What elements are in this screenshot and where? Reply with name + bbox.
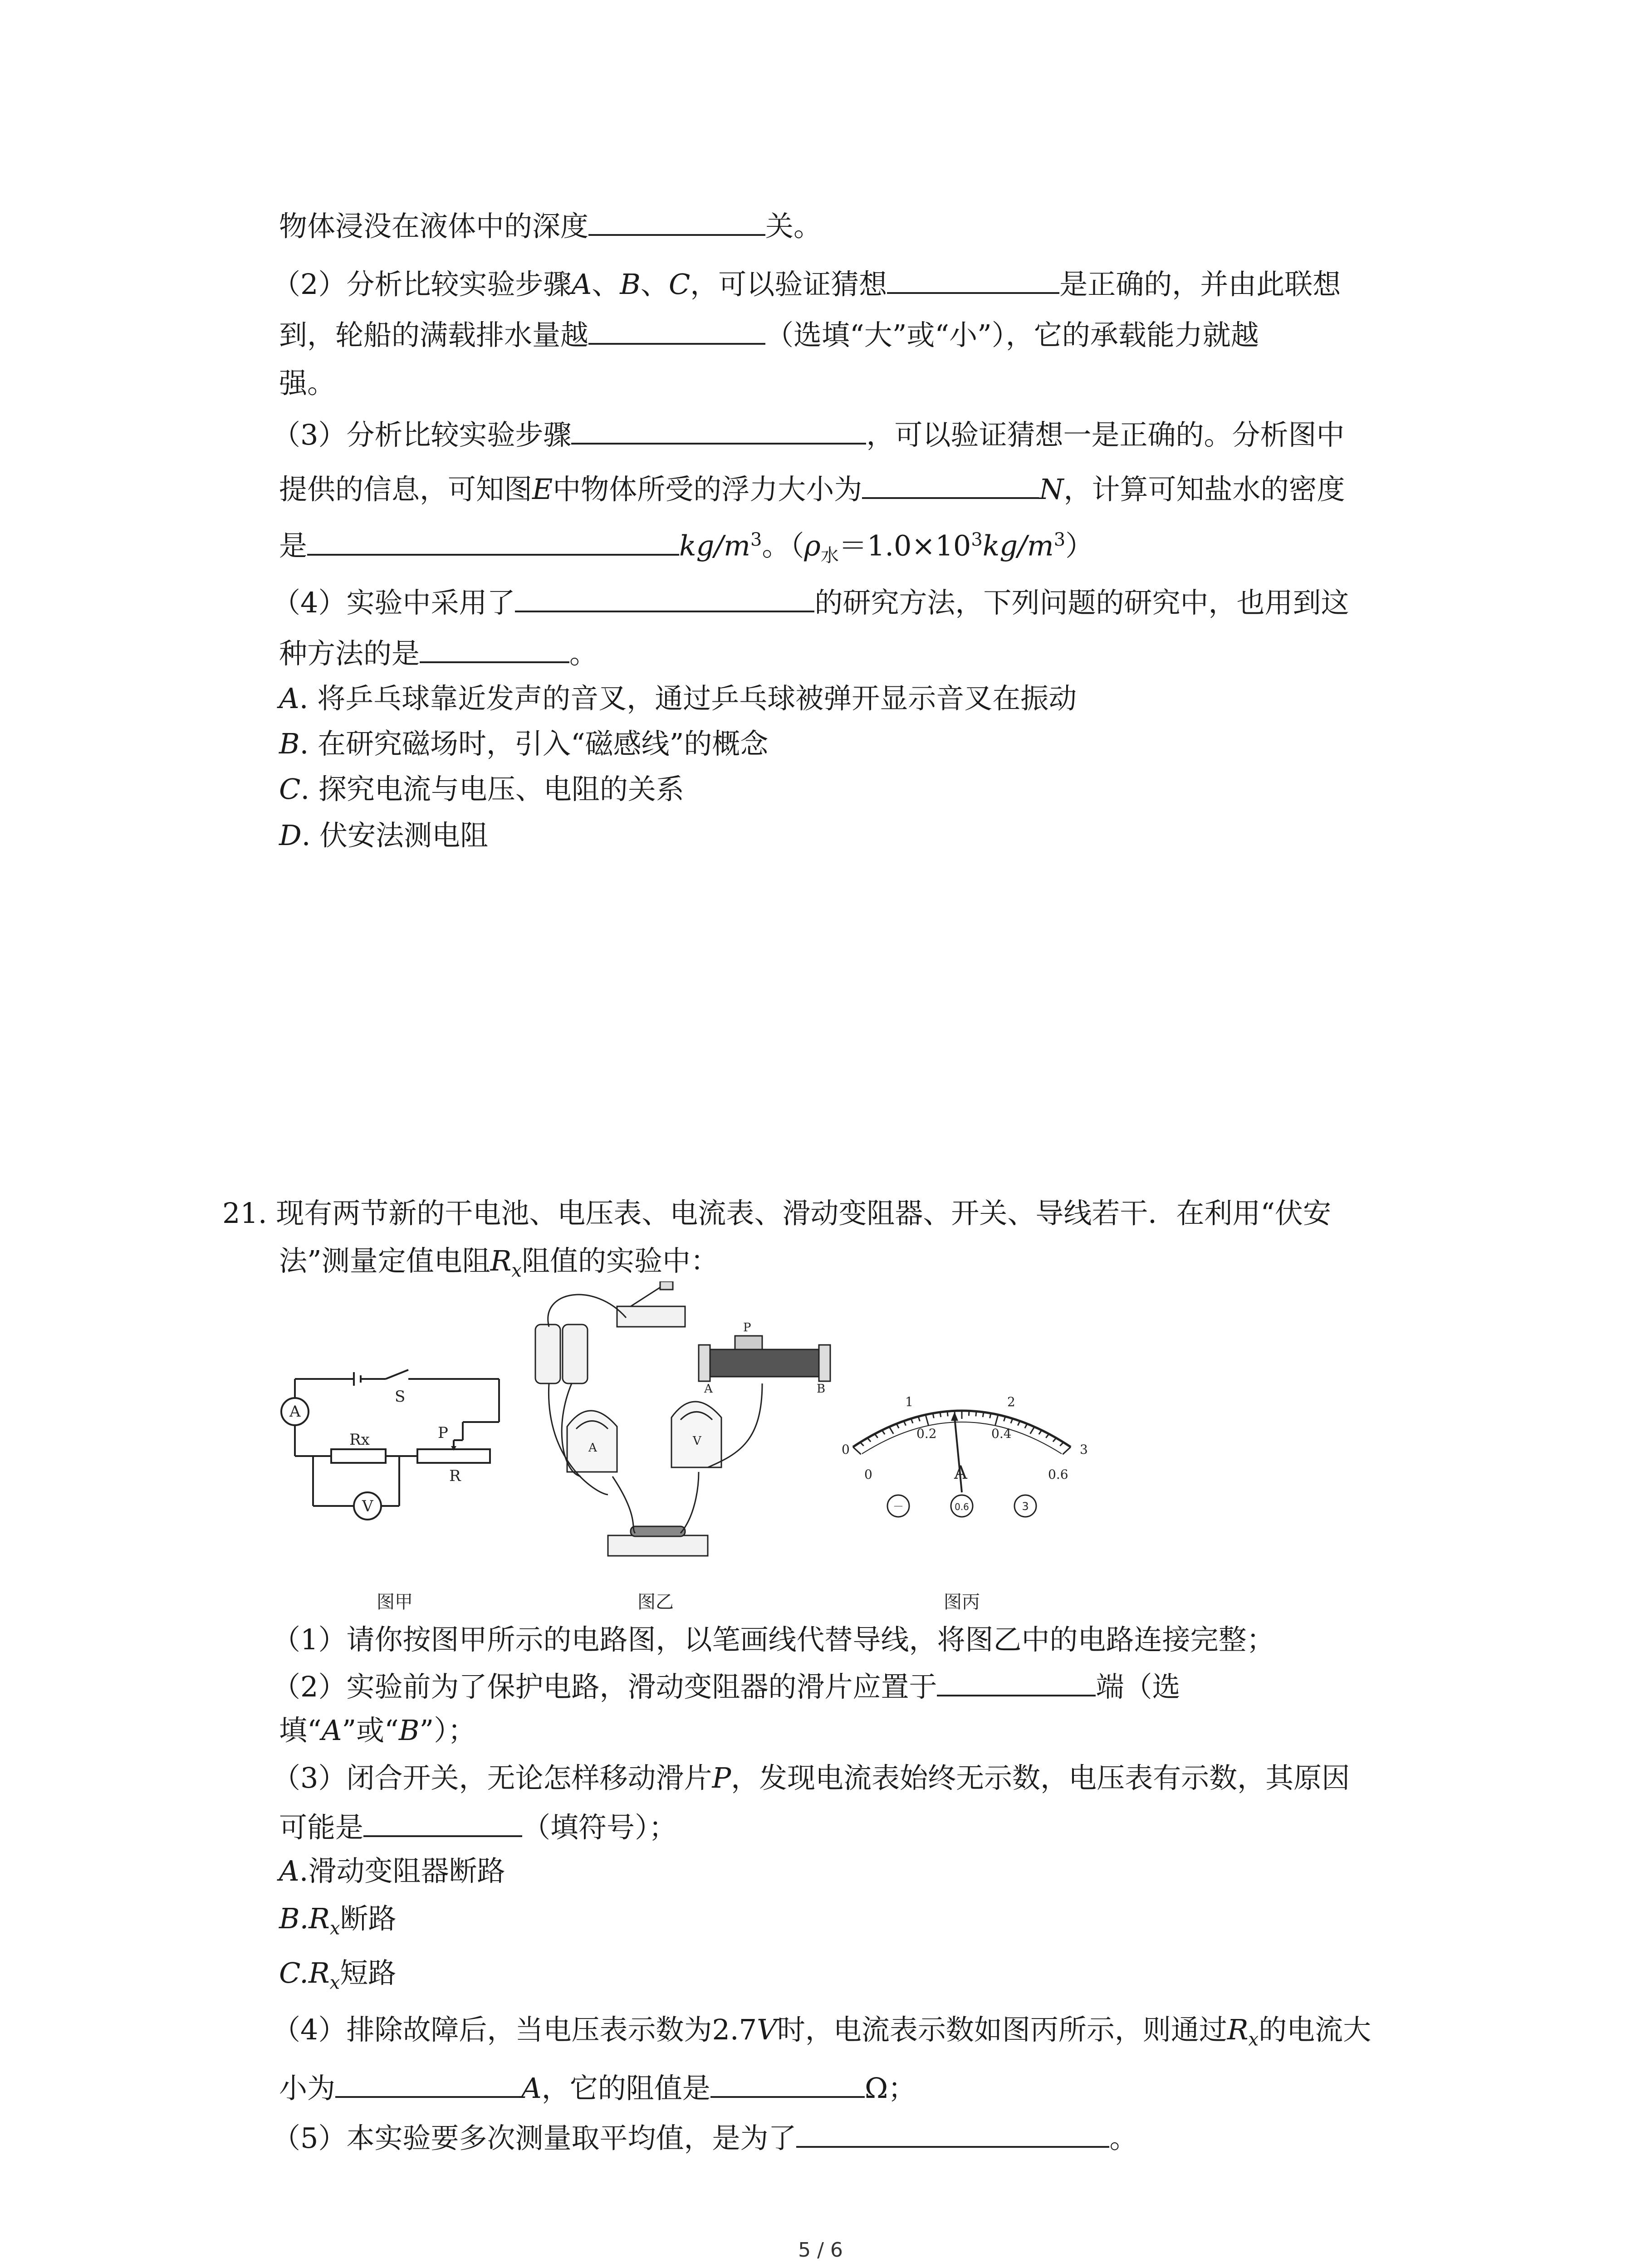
caption-yi: 图乙 [637, 1592, 674, 1613]
scale-tick [995, 1415, 998, 1425]
answer-blank[interactable] [887, 262, 1059, 294]
resistor-board [608, 1535, 708, 1556]
terminal-3-label: 3 [1022, 1500, 1029, 1513]
resistor-rx-symbol [331, 1449, 386, 1463]
slider-letter: P [438, 1424, 448, 1442]
q20-part2-line2: 到，轮船的满载排水量越 （选填“大”或“小”），它的承载能力就越 [279, 313, 1259, 356]
answer-blank[interactable] [420, 631, 569, 663]
q21-part2-line2: 填“A”或“B”）； [279, 1714, 476, 1747]
scale-tick [853, 1447, 861, 1454]
scale-tick [983, 1412, 984, 1417]
scale-tick [1039, 1430, 1042, 1434]
answer-blank[interactable] [937, 1665, 1096, 1696]
q20-option-d: D. 伏安法测电阻 [279, 819, 489, 852]
end-a-letter: A [704, 1382, 713, 1396]
q21-option-a: A.滑动变阻器断路 [279, 1854, 505, 1887]
scale-tick [1063, 1447, 1071, 1454]
scale-tick [1053, 1438, 1056, 1442]
rheostat-letter: R [449, 1467, 461, 1485]
unit-letter: A [954, 1462, 967, 1483]
q21-option-c: $C.R_x$短路 [279, 1956, 397, 1994]
q20-option-a: A. 将乒乓球靠近发声的音叉，通过乒乓球被弹开显示音叉在振动 [279, 682, 1077, 715]
q21-part4-line1: （4）排除故障后，当电压表示数为2.7V时，电流表示数如图丙所示，则通过$R_x$的电流大 [272, 2013, 1372, 2050]
outer-tick-0: 0 [842, 1442, 850, 1457]
q20-option-c: C. 探究电流与电压、电阻的关系 [279, 772, 684, 806]
caption-jia: 图甲 [377, 1592, 413, 1613]
rheostat-slider [735, 1336, 762, 1349]
q20-part2-line3: 强。 [279, 367, 336, 400]
inner-tick-2: 0.4 [991, 1426, 1012, 1441]
q20-part4-line2: 种方法的是 。 [279, 631, 598, 674]
q20-option-b: B. 在研究磁场时，引入“磁感线”的概念 [279, 727, 769, 760]
q21-part5: （5）本实验要多次测量取平均值，是为了 。 [272, 2116, 1137, 2159]
voltmeter-device-letter: V [693, 1434, 701, 1448]
q21-part1: （1）请你按图甲所示的电路图，以笔画线代替导线，将图乙中的电路连接完整； [272, 1623, 1275, 1656]
outer-tick-1: 1 [905, 1394, 913, 1409]
answer-blank[interactable] [862, 467, 1039, 499]
knife-switch [617, 1306, 685, 1327]
answer-blank[interactable] [588, 204, 765, 236]
answer-blank[interactable] [710, 2066, 865, 2098]
answer-blank[interactable] [515, 581, 814, 612]
scale-tick [904, 1421, 906, 1426]
terminal-0-6-label: 0.6 [955, 1501, 969, 1512]
q21-option-b: $B.R_x$断路 [279, 1902, 397, 1939]
circuit-diagram-jia [272, 1356, 526, 1533]
q20-part2-line1: （2）分析比较实验步骤A、B、C，可以验证猜想 是正确的，并由此联想 [272, 262, 1341, 305]
q20-part3-line2: 提供的信息，可知图E中物体所受的浮力大小为 N，计算可知盐水的密度 [279, 467, 1345, 510]
scale-tick [867, 1438, 871, 1442]
rheostat-symbol [417, 1449, 490, 1463]
scale-tick [940, 1412, 941, 1417]
inner-tick-1: 0.2 [916, 1426, 937, 1441]
battery-cell-1 [535, 1325, 560, 1383]
inner-tick-3: 0.6 [1048, 1467, 1068, 1482]
answer-blank[interactable] [363, 1805, 522, 1837]
q20-part3-line3: 是 $kg/m^3$。$(\rho_水=1.0\times 10^3kg/m^3)$ [279, 519, 1093, 576]
ammeter-device-letter: A [588, 1441, 597, 1455]
apparatus-figure-yi [526, 1281, 844, 1572]
switch-letter: S [395, 1388, 406, 1406]
caption-bing: 图丙 [944, 1592, 980, 1613]
q21-part3-line2: 可能是 （填符号）； [279, 1805, 677, 1848]
terminal-negative-label: － [893, 1500, 904, 1513]
answer-blank[interactable] [335, 2066, 521, 2098]
outer-tick-2: 2 [1007, 1394, 1015, 1409]
scale-tick [860, 1442, 864, 1446]
ammeter-letter: A [289, 1403, 301, 1421]
q20-part4-line1: （4）实验中采用了 的研究方法，下列问题的研究中，也用到这 [272, 581, 1349, 623]
q20-line1: 物体浸没在液体中的深度 关。 [279, 204, 822, 247]
resistor-letter: Rx [349, 1431, 370, 1449]
scale-tick [1046, 1434, 1049, 1438]
inner-tick-0: 0 [864, 1467, 872, 1482]
answer-blank[interactable] [588, 313, 765, 345]
q20-part3-line1: （3）分析比较实验步骤 ，可以验证猜想一是正确的。分析图中 [272, 413, 1344, 455]
answer-blank[interactable] [796, 2116, 1109, 2148]
scale-tick [947, 1411, 948, 1416]
voltmeter-letter: V [362, 1497, 373, 1515]
scale-tick [1060, 1442, 1063, 1446]
scale-tick [1030, 1427, 1034, 1434]
page-number: 5 / 6 [798, 2239, 843, 2262]
answer-blank[interactable] [307, 524, 679, 556]
q21-line1: 21. 现有两节新的干电池、电压表、电流表、滑动变阻器、开关、导线若干．在利用“伏安 [222, 1197, 1332, 1230]
scale-tick [882, 1430, 885, 1434]
scale-tick [889, 1427, 893, 1434]
q21-line2: 法”测量定值电阻$R_x$阻值的实验中： [279, 1244, 719, 1281]
switch-blade [386, 1370, 408, 1379]
q21-part4-line2: 小为 A，它的阻值是 Ω； [279, 2066, 916, 2109]
ammeter-scale-bing [826, 1356, 1107, 1529]
answer-blank[interactable] [571, 413, 866, 445]
scale-tick [926, 1415, 928, 1425]
battery-cell-2 [563, 1325, 588, 1383]
scale-tick [875, 1434, 878, 1438]
slider-letter: P [743, 1321, 751, 1334]
q21-part2-line1: （2）实验前为了保护电路，滑动变阻器的滑片应置于 端（选 [272, 1665, 1180, 1707]
question-number: 21. [222, 1197, 267, 1230]
scale-tick [1018, 1421, 1020, 1426]
rheostat-device [703, 1349, 826, 1377]
q21-part3-line1: （3）闭合开关，无论怎样移动滑片P，发现电流表始终无示数，电压表有示数，其原因 [272, 1761, 1350, 1794]
outer-tick-3: 3 [1080, 1442, 1088, 1457]
end-b-letter: B [817, 1382, 826, 1396]
